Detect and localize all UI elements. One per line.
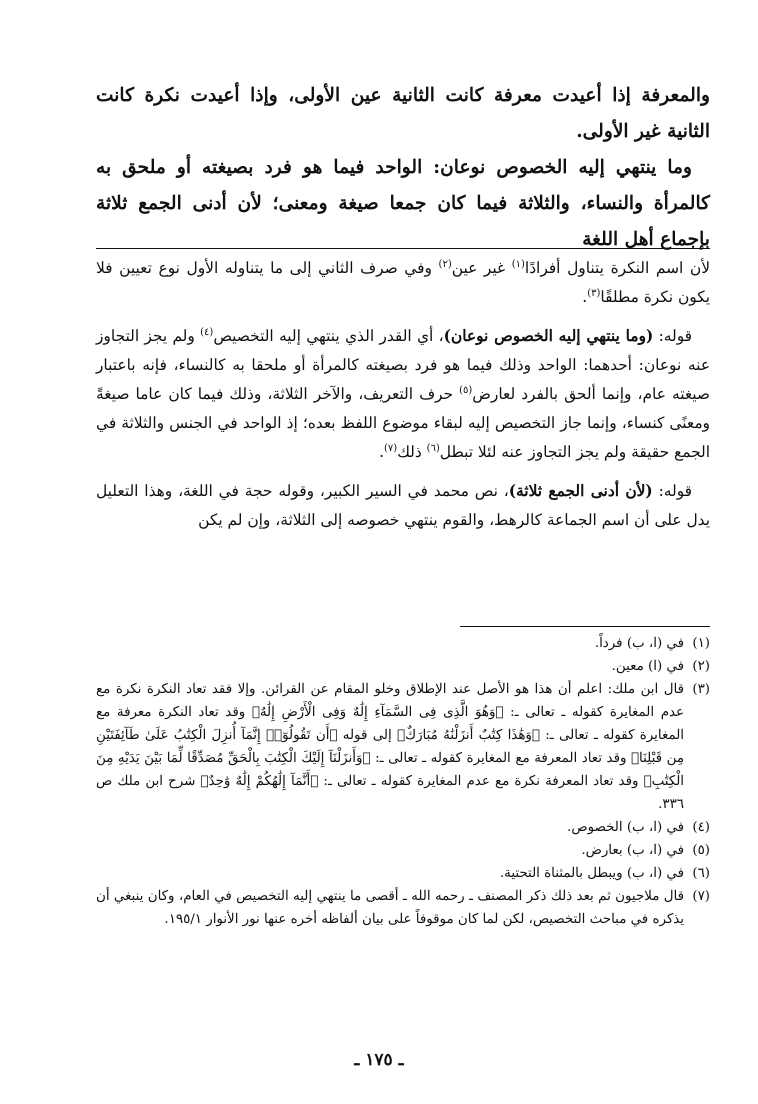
commentary-lead: قوله: (653, 327, 693, 345)
footnote-text: في (ا، ب) الخصوص. (567, 820, 684, 835)
commentary-lead: قوله: (652, 482, 693, 500)
footnote-6 (96, 862, 710, 885)
commentary-text-segment: غير عين (451, 259, 512, 277)
footnote-ref: (٣) (587, 287, 601, 299)
footnote-number: (١) (692, 636, 710, 651)
footnote-number: (٧) (692, 889, 710, 904)
footnote-separator-line (460, 626, 710, 627)
page-number: ـ ١٧٥ ـ (354, 1050, 404, 1070)
commentary-text-segment: حرف التعريف، والآخر الثلاثة، وذلك فيما كان عاما صيغةً ومعنًى كنساء، وإنما جاز التخصيص إليه لبقاء موضوع اللفظ بعده؛ إذ الواحد في الجنس والثلاثة في الجمع حقيقة ولم يجز التجاوز عنه لئلا تبطل (96, 385, 710, 461)
footnote-ref: (٥) (459, 384, 473, 396)
footnote-4 (96, 816, 710, 839)
footnote-text: قال ابن ملك: اعلم أن هذا هو الأصل عند الإطلاق وخلو المقام عن القرائن. وإلا فقد تعاد النكرة نكرة مع عدم المغايرة كقوله ـ تعالى ـ: ﴿وَهُوَ الَّذِى فِى السَّمَآءِ إِلَٰهٌ وَفِى الْأَرْضِ إِلَٰهٌ﴾ وقد تعاد النكرة معرفة مع المغايرة كقوله ـ تعالى ـ: ﴿وَهَٰذَا كِتَٰبٌ أَنزَلْنَٰهُ مُبَارَكٌ﴾ إلى قوله ﴿أَن تَقُولُوٓا۟ إِنَّمَآ أُنزِلَ الْكِتَٰبُ عَلَىٰ طَآئِفَتَيْنِ مِن قَبْلِنَا﴾ وقد تعاد المعرفة مع المغايرة كقوله ـ تعالى ـ: ﴿وَأَنزَلْنَآ إِلَيْكَ الْكِتَٰبَ بِالْحَقِّ مُصَدِّقًا لِّمَا بَيْنَ يَدَيْهِ مِنَ الْكِتَٰبِ﴾ وقد تعاد المعرفة نكرة مع عدم المغايرة كقوله ـ تعالى ـ: ﴿أَنَّمَآ إِلَٰهُكُمْ إِلَٰهٌ وَٰحِدٌ﴾ شرح ابن ملك ص ٣٣٦. (96, 682, 684, 812)
footnote-text: قال ملاجيون ثم بعد ذلك ذكر المصنف ـ رحمه الله ـ أقصى ما ينتهي إليه التخصيص في العام، وكان ينبغي أن يذكره في مباحث التخصيص، لكن لما كان موقوفاً على بيان ألفاظه أخره عنها نور الأنوار ١٩٥/١. (96, 889, 684, 927)
matn-separator-line (96, 248, 710, 249)
matn-paragraph-2: وما ينتهي إليه الخصوص نوعان: الواحد فيما هو فرد بصيغته أو ملحق به كالمرأة والنساء، والثلاثة فيما كان جمعا صيغة ومعنى؛ لأن أدنى الجمع ثلاثة بإجماع أهل اللغة (96, 157, 710, 250)
footnote-text: في (ا، ب) ويبطل بالمثناة التحتية. (499, 866, 684, 881)
commentary-text-segment: . (582, 288, 588, 306)
footnote-number: (٢) (692, 659, 710, 674)
footnote-ref: (٦) (426, 442, 440, 454)
footnote-ref: (٤) (200, 326, 214, 338)
commentary-paragraph-1 (96, 254, 710, 312)
commentary-text-segment: ، أي القدر الذي ينتهي إليه التخصيص (213, 327, 444, 345)
footnote-3 (96, 678, 710, 816)
footnote-2 (96, 655, 710, 678)
footnote-number: (٣) (692, 682, 710, 697)
commentary-text-segment: وفي صرف الثاني إلى ما يتناوله الأول نوع تعيين فلا يكون نكرة مطلقًا (96, 259, 710, 306)
footnote-number: (٥) (692, 843, 710, 858)
commentary-text-segment: ذلك (397, 443, 427, 461)
footnote-5 (96, 839, 710, 862)
footnote-text: في (ا، ب) فرداً. (594, 636, 684, 651)
footnote-number: (٤) (692, 820, 710, 835)
commentary-text-segment: ولم يجز التجاوز عنه نوعان: أحدهما: الواحد وذلك فيما هو فرد بصيغته كالمرأة أو ملحقا به كالنساء، فإنه باعتبار صيغته عام، وإنما ألحق بالفرد لعارض (96, 327, 710, 403)
commentary-text (96, 254, 710, 535)
footnote-text: في (ا) معين. (611, 659, 684, 674)
footnote-ref: (٧) (384, 442, 398, 454)
commentary-text-segment: ، نص محمد في السير الكبير، وقوله حجة في اللغة، وهذا التعليل يدل على أن اسم الجماعة كالرهط، والقوم ينتهي خصوصه إلى الثلاثة، وإن لم يكن (96, 482, 710, 529)
commentary-paragraph-2 (96, 322, 710, 467)
commentary-text-segment: . (379, 443, 385, 461)
commentary-text-segment: لأن اسم النكرة يتناول أفرادًا (524, 259, 711, 277)
quoted-matn: (وما ينتهي إليه الخصوص نوعان) (443, 327, 654, 345)
footnotes (96, 632, 710, 931)
matn-paragraph-1: والمعرفة إذا أعيدت معرفة كانت الثانية عين الأولى، وإذا أعيدت نكرة كانت الثانية غير الأولى. (96, 85, 710, 142)
footnote-text: في (ا، ب) بعارض. (581, 843, 684, 858)
matn-text (96, 78, 710, 258)
footnote-number: (٦) (692, 866, 710, 881)
footnote-7 (96, 885, 710, 931)
commentary-paragraph-3 (96, 477, 710, 535)
quoted-matn: (لأن أدنى الجمع ثلاثة) (508, 482, 653, 500)
footnote-ref: (٢) (438, 258, 452, 270)
footnote-ref: (١) (511, 258, 525, 270)
footnote-1 (96, 632, 710, 655)
